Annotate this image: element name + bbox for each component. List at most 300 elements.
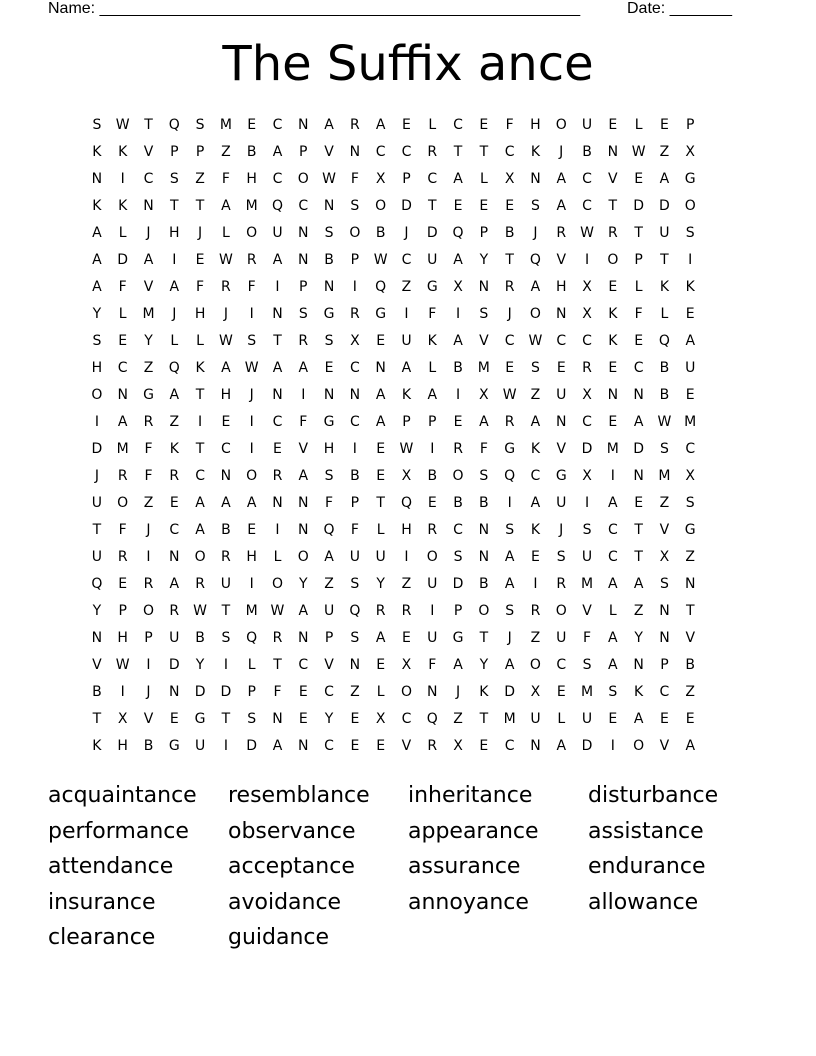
grid-letter: N <box>298 225 309 241</box>
grid-letter: X <box>530 684 541 700</box>
grid-letter: E <box>298 684 308 700</box>
grid-letter: M <box>477 360 490 376</box>
grid-letter: E <box>350 738 360 754</box>
grid-letter: E <box>453 414 463 430</box>
grid-letter: J <box>507 630 512 646</box>
grid-letter: I <box>249 576 254 592</box>
grid-letter: Z <box>169 414 180 430</box>
grid-letter: S <box>582 522 592 538</box>
grid-letter: I <box>146 657 151 673</box>
grid-letter: E <box>376 333 386 349</box>
grid-letter: S <box>169 171 179 187</box>
grid-letter: R <box>375 603 386 619</box>
grid-letter: D <box>91 441 103 457</box>
grid-letter: P <box>350 252 360 268</box>
grid-letter: H <box>323 441 335 457</box>
grid-letter: P <box>453 603 463 619</box>
grid-letter: C <box>401 252 412 268</box>
grid-letter: P <box>660 657 669 673</box>
grid-letter: E <box>685 306 695 322</box>
grid-letter: M <box>606 441 619 457</box>
word-bank <box>48 778 768 956</box>
grid-letter: V <box>582 603 592 619</box>
grid-letter: A <box>169 387 180 403</box>
grid-letter: C <box>220 441 231 457</box>
grid-letter: G <box>504 441 516 457</box>
grid-letter: N <box>349 387 361 403</box>
grid-letter: C <box>582 171 592 187</box>
header <box>48 0 748 20</box>
grid-letter: T <box>144 117 153 133</box>
grid-letter: M <box>245 198 258 214</box>
grid-letter: E <box>505 198 515 214</box>
grid-row <box>84 166 736 193</box>
grid-letter: S <box>531 198 540 214</box>
grid-letter: P <box>402 414 411 430</box>
grid-letter: Y <box>479 252 489 268</box>
grid-letter: N <box>530 738 541 754</box>
grid-letter: N <box>143 198 154 214</box>
grid-letter: V <box>608 171 618 187</box>
grid-letter: Z <box>350 684 360 700</box>
grid-letter: A <box>298 603 309 619</box>
grid-letter: D <box>659 198 670 214</box>
grid-letter: E <box>376 468 386 484</box>
grid-letter: N <box>91 171 103 187</box>
grid-letter: T <box>92 522 102 538</box>
grid-letter: R <box>582 360 592 376</box>
grid-letter: I <box>584 495 590 511</box>
grid-letter: W <box>244 360 259 376</box>
grid-letter: S <box>247 711 257 727</box>
grid-letter: S <box>350 198 360 214</box>
grid-letter: N <box>323 387 335 403</box>
grid-letter: X <box>350 333 360 349</box>
grid-row <box>84 679 736 706</box>
grid-letter: S <box>324 225 334 241</box>
grid-letter: C <box>659 684 670 700</box>
grid-letter: A <box>375 414 386 430</box>
grid-letter: N <box>169 684 180 700</box>
grid-letter: P <box>144 630 153 646</box>
grid-letter: S <box>247 333 257 349</box>
grid-letter: E <box>505 360 515 376</box>
grid-letter: E <box>247 117 257 133</box>
grid-letter: M <box>580 576 594 592</box>
grid-letter: A <box>143 252 154 268</box>
grid-letter: A <box>92 279 102 295</box>
grid-letter: L <box>247 657 256 673</box>
grid-letter: C <box>685 441 696 457</box>
grid-letter: N <box>478 549 490 565</box>
grid-letter: A <box>195 522 205 538</box>
grid-letter: O <box>684 198 696 214</box>
grid-letter: G <box>684 522 696 538</box>
grid-letter: O <box>529 306 541 322</box>
grid-letter: X <box>401 657 412 673</box>
grid-letter: C <box>324 738 334 754</box>
grid-letter: Z <box>659 144 670 160</box>
grid-letter: L <box>634 117 643 133</box>
grid-letter: Z <box>453 711 463 727</box>
word-bank-item: avoidance <box>228 889 342 915</box>
grid-letter: P <box>170 144 179 160</box>
grid-letter: Z <box>685 549 696 565</box>
grid-letter: S <box>659 576 669 592</box>
grid-letter: A <box>324 117 334 133</box>
grid-letter: T <box>427 198 437 214</box>
word-bank-item: insurance <box>48 889 156 915</box>
grid-letter: R <box>143 414 154 430</box>
grid-letter: H <box>194 306 206 322</box>
grid-letter: U <box>272 225 283 241</box>
grid-letter: K <box>479 684 489 700</box>
grid-row <box>84 247 736 274</box>
grid-letter: V <box>556 441 567 457</box>
grid-letter: W <box>631 144 646 160</box>
grid-letter: R <box>453 441 463 457</box>
grid-letter: E <box>453 198 463 214</box>
grid-letter: C <box>453 117 463 133</box>
grid-letter: E <box>324 360 334 376</box>
grid-letter: Y <box>92 603 102 619</box>
grid-letter: Q <box>426 711 438 727</box>
grid-letter: Z <box>143 495 154 511</box>
word-bank-item: resemblance <box>228 783 370 808</box>
grid-letter: R <box>556 576 567 592</box>
grid-letter: J <box>172 306 177 322</box>
grid-letter: E <box>608 414 618 430</box>
grid-letter: I <box>120 684 125 700</box>
grid-letter: X <box>453 279 463 295</box>
grid-letter: C <box>375 144 386 160</box>
grid-letter: D <box>581 441 593 457</box>
grid-letter: N <box>684 576 696 592</box>
grid-letter: O <box>246 468 258 484</box>
grid-letter: M <box>219 117 232 133</box>
grid-row <box>84 598 736 625</box>
grid-letter: N <box>478 279 490 295</box>
grid-letter: F <box>583 630 592 646</box>
grid-letter: A <box>221 495 231 511</box>
grid-letter: R <box>117 549 128 565</box>
grid-letter: S <box>453 549 463 565</box>
grid-letter: X <box>659 549 670 565</box>
grid-letter: C <box>349 414 360 430</box>
grid-letter: T <box>273 333 282 349</box>
grid-letter: M <box>245 603 258 619</box>
grid-letter: H <box>530 117 541 133</box>
grid-letter: O <box>297 549 309 565</box>
grid-letter: J <box>198 225 203 241</box>
grid-letter: E <box>402 630 411 646</box>
grid-row <box>84 382 736 409</box>
grid-letter: V <box>143 144 154 160</box>
grid-letter: E <box>118 333 128 349</box>
grid-letter: L <box>428 117 437 133</box>
grid-letter: I <box>249 414 254 430</box>
grid-letter: S <box>350 576 360 592</box>
grid-letter: G <box>323 414 335 430</box>
grid-letter: R <box>272 630 283 646</box>
grid-letter: K <box>195 360 205 376</box>
grid-letter: I <box>404 549 409 565</box>
grid-letter: A <box>453 333 463 349</box>
grid-letter: I <box>352 441 357 457</box>
grid-letter: L <box>273 549 282 565</box>
grid-letter: W <box>373 252 388 268</box>
grid-letter: Q <box>529 252 541 268</box>
grid-letter: Z <box>401 279 412 295</box>
grid-letter: C <box>582 198 592 214</box>
grid-letter: N <box>633 387 644 403</box>
grid-letter: F <box>350 522 359 538</box>
grid-row <box>84 706 736 733</box>
grid-letter: A <box>221 360 231 376</box>
grid-letter: S <box>92 333 102 349</box>
grid-letter: N <box>272 495 283 511</box>
grid-letter: N <box>272 711 283 727</box>
grid-row <box>84 328 736 355</box>
grid-letter: Z <box>143 360 154 376</box>
grid-letter: V <box>324 144 334 160</box>
grid-letter: E <box>685 711 695 727</box>
grid-row <box>84 544 736 571</box>
grid-letter: N <box>530 171 541 187</box>
grid-letter: I <box>275 279 280 295</box>
grid-letter: R <box>401 603 412 619</box>
grid-letter: M <box>116 441 129 457</box>
grid-letter: F <box>273 684 282 700</box>
grid-letter: C <box>272 171 283 187</box>
grid-letter: W <box>399 441 414 457</box>
grid-letter: E <box>634 333 644 349</box>
grid-letter: V <box>556 252 567 268</box>
grid-letter: S <box>195 117 205 133</box>
grid-letter: M <box>658 468 671 484</box>
grid-letter: E <box>479 198 489 214</box>
grid-letter: A <box>504 576 515 592</box>
grid-letter: N <box>659 630 670 646</box>
grid-letter: S <box>324 333 334 349</box>
grid-letter: X <box>504 171 515 187</box>
grid-letter: F <box>144 441 153 457</box>
grid-letter: S <box>685 495 695 511</box>
grid-letter: T <box>634 225 643 241</box>
grid-letter: B <box>375 225 386 241</box>
grid-letter: X <box>375 171 386 187</box>
grid-letter: B <box>246 144 257 160</box>
grid-letter: T <box>195 441 205 457</box>
grid-letter: L <box>118 225 127 241</box>
grid-letter: Y <box>144 333 153 349</box>
grid-row <box>84 409 736 436</box>
grid-letter: Z <box>633 603 644 619</box>
grid-letter: N <box>169 549 180 565</box>
grid-letter: H <box>555 279 567 295</box>
grid-letter: J <box>146 684 151 700</box>
grid-letter: E <box>376 657 386 673</box>
grid-letter: I <box>94 414 99 430</box>
grid-letter: A <box>272 144 283 160</box>
grid-letter: A <box>453 252 463 268</box>
grid-letter: Y <box>479 657 489 673</box>
grid-letter: R <box>221 279 231 295</box>
grid-letter: T <box>376 495 385 511</box>
word-bank-item: appearance <box>408 818 539 844</box>
grid-letter: K <box>92 144 102 160</box>
grid-letter: Q <box>91 576 103 592</box>
grid-letter: N <box>298 738 309 754</box>
grid-letter: D <box>452 576 464 592</box>
grid-letter: Y <box>298 576 308 592</box>
grid-letter: O <box>607 252 619 268</box>
grid-letter: G <box>143 387 154 403</box>
grid-letter: D <box>401 198 412 214</box>
grid-letter: Q <box>400 495 412 511</box>
grid-letter: T <box>273 657 282 673</box>
grid-letter: P <box>299 144 308 160</box>
grid-letter: E <box>376 738 386 754</box>
grid-letter: S <box>556 549 566 565</box>
grid-letter: G <box>323 306 335 322</box>
grid-letter: T <box>479 630 489 646</box>
grid-letter: Z <box>659 495 670 511</box>
grid-letter: U <box>581 711 593 727</box>
grid-letter: K <box>92 198 102 214</box>
grid-letter: U <box>427 630 438 646</box>
grid-letter: V <box>324 657 334 673</box>
grid-letter: A <box>504 549 515 565</box>
grid-letter: O <box>375 198 387 214</box>
grid-letter: B <box>582 144 592 160</box>
grid-letter: V <box>479 333 489 349</box>
grid-letter: N <box>272 387 283 403</box>
grid-letter: F <box>221 171 230 187</box>
grid-letter: H <box>91 360 103 376</box>
grid-letter: F <box>299 414 308 430</box>
grid-letter: Z <box>530 630 541 646</box>
grid-row <box>84 652 736 679</box>
grid-letter: N <box>298 117 309 133</box>
grid-letter: H <box>401 522 412 538</box>
grid-letter: N <box>298 630 309 646</box>
grid-row <box>84 571 736 598</box>
grid-letter: X <box>375 711 386 727</box>
grid-letter: B <box>659 387 670 403</box>
grid-letter: L <box>428 360 437 376</box>
grid-letter: R <box>607 225 618 241</box>
grid-letter: A <box>633 414 644 430</box>
grid-letter: C <box>117 360 128 376</box>
grid-letter: K <box>401 387 412 403</box>
grid-letter: U <box>220 576 231 592</box>
grid-letter: I <box>430 603 435 619</box>
grid-letter: G <box>452 630 464 646</box>
grid-letter: D <box>220 684 232 700</box>
grid-letter: S <box>92 117 102 133</box>
grid-letter: F <box>196 279 205 295</box>
grid-row <box>84 193 736 220</box>
grid-letter: I <box>688 252 693 268</box>
grid-letter: D <box>168 657 180 673</box>
grid-letter: Y <box>92 306 102 322</box>
grid-letter: L <box>608 603 617 619</box>
grid-letter: T <box>634 549 643 565</box>
grid-letter: C <box>582 333 592 349</box>
grid-row <box>84 490 736 517</box>
grid-letter: E <box>169 495 179 511</box>
grid-letter: Z <box>221 144 231 160</box>
word-bank-item: assurance <box>408 854 521 879</box>
grid-letter: I <box>249 306 254 322</box>
grid-letter: I <box>301 387 306 403</box>
grid-letter: S <box>324 468 334 484</box>
grid-letter: T <box>195 387 205 403</box>
grid-letter: V <box>685 630 696 646</box>
grid-letter: E <box>608 711 618 727</box>
grid-row <box>84 220 736 247</box>
grid-letter: A <box>298 360 309 376</box>
grid-letter: F <box>325 495 334 511</box>
grid-letter: K <box>427 333 437 349</box>
grid-letter: O <box>478 603 490 619</box>
grid-letter: A <box>375 630 386 646</box>
grid-letter: I <box>584 252 590 268</box>
grid-letter: T <box>221 603 231 619</box>
name-field-label: Name: ______________________________________________________ <box>48 0 581 17</box>
grid-letter: E <box>531 549 540 565</box>
grid-letter: V <box>143 711 154 727</box>
grid-letter: I <box>404 306 409 322</box>
word-bank-item: disturbance <box>588 783 719 808</box>
grid-letter: E <box>169 711 179 727</box>
grid-letter: Y <box>324 711 334 727</box>
grid-letter: D <box>117 252 129 268</box>
grid-letter: A <box>608 657 618 673</box>
grid-letter: A <box>92 225 102 241</box>
grid-letter: B <box>195 630 205 646</box>
grid-letter: R <box>169 468 180 484</box>
grid-letter: N <box>298 495 309 511</box>
grid-letter: A <box>246 495 257 511</box>
grid-letter: T <box>170 198 179 214</box>
grid-letter: A <box>427 387 438 403</box>
grid-letter: A <box>685 738 696 754</box>
grid-letter: U <box>427 576 438 592</box>
grid-letter: I <box>223 657 228 673</box>
grid-letter: E <box>350 711 360 727</box>
grid-letter: S <box>479 468 489 484</box>
grid-letter: Q <box>271 198 283 214</box>
grid-letter: A <box>556 198 567 214</box>
grid-letter: T <box>195 198 205 214</box>
grid-letter: B <box>453 360 463 376</box>
grid-letter: E <box>221 414 231 430</box>
grid-letter: C <box>401 144 412 160</box>
grid-letter: J <box>223 306 228 322</box>
grid-letter: W <box>270 603 285 619</box>
grid-letter: Z <box>324 576 334 592</box>
grid-letter: L <box>634 279 643 295</box>
grid-letter: P <box>247 684 256 700</box>
grid-letter: T <box>453 144 463 160</box>
grid-letter: J <box>249 387 254 403</box>
grid-letter: I <box>533 576 538 592</box>
grid-letter: C <box>324 684 334 700</box>
grid-letter: X <box>582 279 592 295</box>
grid-letter: R <box>195 576 205 592</box>
